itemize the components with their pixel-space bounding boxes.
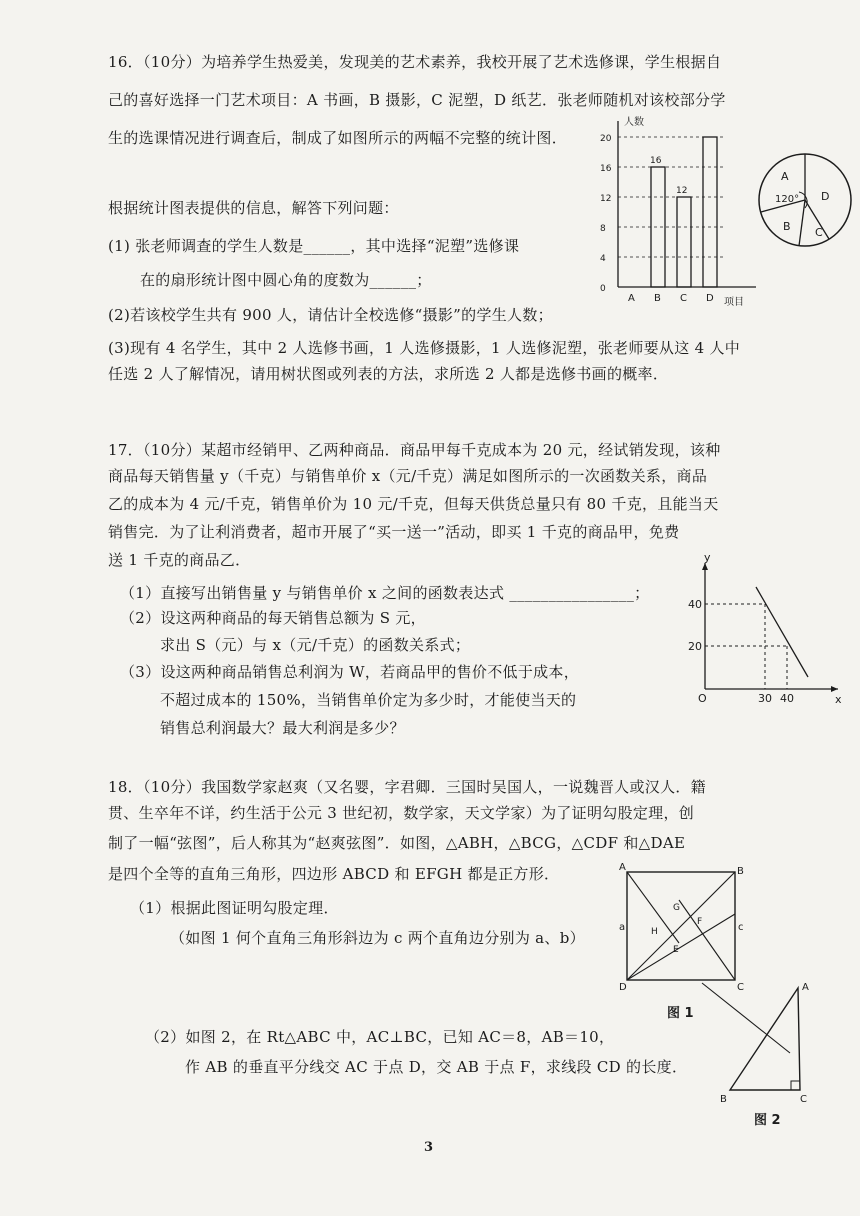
fig1-label-a-side: a (619, 922, 626, 933)
origin-label: O (698, 692, 707, 705)
bar-y-tick-label: 12 (600, 194, 612, 204)
q16-line: (1) 张老师调查的学生人数是______，其中选择“泥塑”选修课 (108, 237, 520, 255)
x-axis-arrow (831, 686, 838, 692)
q16-line: 生的选课情况进行调查后，制成了如图所示的两幅不完整的统计图． (108, 129, 568, 147)
bar-y-tick-label: 8 (600, 224, 606, 234)
function-line (756, 587, 808, 677)
q16-line: (2)若该校学生共有 900 人，请估计全校选修“摄影”的学生人数； (108, 306, 553, 324)
q18-line: 是四个全等的直角三角形，四边形 ABCD 和 EFGH 都是正方形． (108, 865, 560, 883)
q18-line: 制了一幅“弦图”，后人称其为“赵爽弦图”．如图，△ABH，△BCG，△CDF 和△DAE (108, 834, 686, 852)
pie-label-d: D (821, 190, 830, 203)
q16-line: 根据统计图表提供的信息，解答下列问题： (108, 199, 399, 217)
bar-data-label: 12 (676, 186, 688, 196)
bar (703, 137, 717, 287)
fig1-caption: 图 1 (667, 1006, 694, 1021)
q17-line: 不超过成本的 150%，当销售单价定为多少时，才能使当天的 (160, 691, 577, 709)
figure-2-right-triangle (690, 978, 830, 1128)
bar-y-tick-label: 0 (600, 284, 606, 294)
q17-line: 17．（10分）某超市经销甲、乙两种商品．商品甲每千克成本为 20 元，经试销发现，该种 (108, 441, 721, 459)
q16-line: 己的喜好选择一门艺术项目：A 书画，B 摄影，C 泥塑，D 纸艺．张老师随机对该校部分学 (108, 91, 726, 109)
q17-line: 商品每天销售量 y（千克）与销售单价 x（元/千克）满足如图所示的一次函数关系，商品 (108, 467, 708, 485)
q18-line: （如图 1 何个直角三角形斜边为 c 两个直角边分别为 a、b） (170, 929, 585, 947)
q17-line: （1）直接写出销售量 y 与销售单价 x 之间的函数表达式 ________________； (120, 584, 650, 602)
fig2-label-a: A (802, 982, 809, 993)
bar-category-label: C (680, 293, 687, 304)
fig2-label-c: C (800, 1094, 807, 1105)
q17-line: 销售完．为了让利消费者，超市开展了“买一送一”活动，即买 1 千克的商品甲，免费 (108, 523, 680, 541)
fig1-label-b: B (737, 866, 744, 877)
fig1-label-g: G (673, 903, 680, 913)
pie-label-angle: 120° (775, 194, 800, 205)
bar (677, 197, 691, 287)
right-angle-mark (791, 1081, 800, 1090)
triangle-side (627, 914, 735, 980)
q16-line: 任选 2 人了解情况，请用树状图或列表的方法，求所选 2 人都是选修书画的概率． (108, 365, 669, 383)
q18-line: 18．（10分）我国数学家赵爽（又名婴，字君卿．三国时吴国人，一说魏晋人或汉人．籍 (108, 778, 706, 796)
bar-category-label: B (654, 293, 661, 304)
pie-chart (755, 150, 855, 250)
fig1-label-f: F (697, 917, 703, 927)
fig2-label-b: B (720, 1094, 727, 1105)
q18-line: （2）如图 2，在 Rt△ABC 中，AC⊥BC，已知 AC＝8，AB＝10， (145, 1028, 615, 1046)
bar-data-label: 16 (650, 156, 662, 166)
pie-label-a: A (781, 170, 789, 183)
bar-category-label: A (628, 293, 635, 304)
triangle-side (627, 872, 735, 980)
bar-category-label: D (706, 293, 714, 304)
x-axis-label: x (835, 693, 842, 705)
q17-line: 乙的成本为 4 元/千克，销售单价为 10 元/千克，但每天供货总量只有 80 千克，且能当天 (108, 495, 719, 513)
fig1-label-d: D (619, 982, 627, 993)
bar-y-tick-label: 16 (600, 164, 612, 174)
fig1-label-c: C (737, 982, 744, 993)
triangle-side (679, 900, 735, 980)
bar-y-tick-label: 20 (600, 134, 612, 144)
q17-line: 销售总利润最大？最大利润是多少？ (160, 719, 405, 737)
fig1-label-a: A (619, 862, 626, 873)
q16-line: 在的扇形统计图中圆心角的度数为______； (140, 271, 432, 289)
q18-line: 作 AB 的垂直平分线交 AC 于点 D，交 AB 于点 F，求线段 CD 的长度． (185, 1058, 688, 1076)
q17-line: 送 1 千克的商品乙． (108, 551, 251, 569)
pie-label-b: B (783, 220, 791, 233)
fig1-label-e: E (673, 945, 679, 955)
y-axis-arrow (702, 563, 708, 570)
q18-line: 贯、生卒年不详，约生活于公元 3 世纪初，数学家，天文学家）为了证明勾股定理，创 (108, 804, 695, 822)
q18-line: （1）根据此图证明勾股定理． (130, 899, 339, 917)
pie-sector-line (799, 200, 805, 246)
x-tick-40: 40 (780, 692, 794, 705)
y-tick-40: 40 (688, 598, 702, 611)
q17-line: （3）设这两种商品销售总利润为 W，若商品甲的售价不低于成本， (120, 663, 580, 681)
bar-chart (596, 115, 766, 310)
triangle-abc (730, 988, 800, 1090)
page-number: 3 (424, 1140, 434, 1155)
fig2-caption: 图 2 (754, 1113, 781, 1128)
perpendicular-bisector (702, 983, 790, 1053)
bar-y-axis-label: 人数 (624, 117, 644, 128)
q17-line: 求出 S（元）与 x（元/千克）的函数关系式； (160, 636, 471, 654)
q17-line: （2）设这两种商品的每天销售总额为 S 元， (120, 609, 426, 627)
bar-y-tick-label: 4 (600, 254, 606, 264)
y-axis-label: y (704, 555, 711, 564)
linear-function-graph (680, 555, 845, 705)
fig1-label-c-side: c (738, 922, 744, 933)
q16-line: (3)现有 4 名学生，其中 2 人选修书画，1 人选修摄影，1 人选修泥塑，张老师要从这 4 人中 (108, 339, 741, 357)
fig1-label-h: H (651, 927, 658, 937)
y-tick-20: 20 (688, 640, 702, 653)
pie-label-c: C (815, 226, 823, 239)
x-tick-30: 30 (758, 692, 772, 705)
bar-x-axis-label: 项目 (724, 297, 744, 308)
q16-line: 16．（10分）为培养学生热爱美，发现美的艺术素养，我校开展了艺术选修课，学生根据自 (108, 53, 722, 71)
